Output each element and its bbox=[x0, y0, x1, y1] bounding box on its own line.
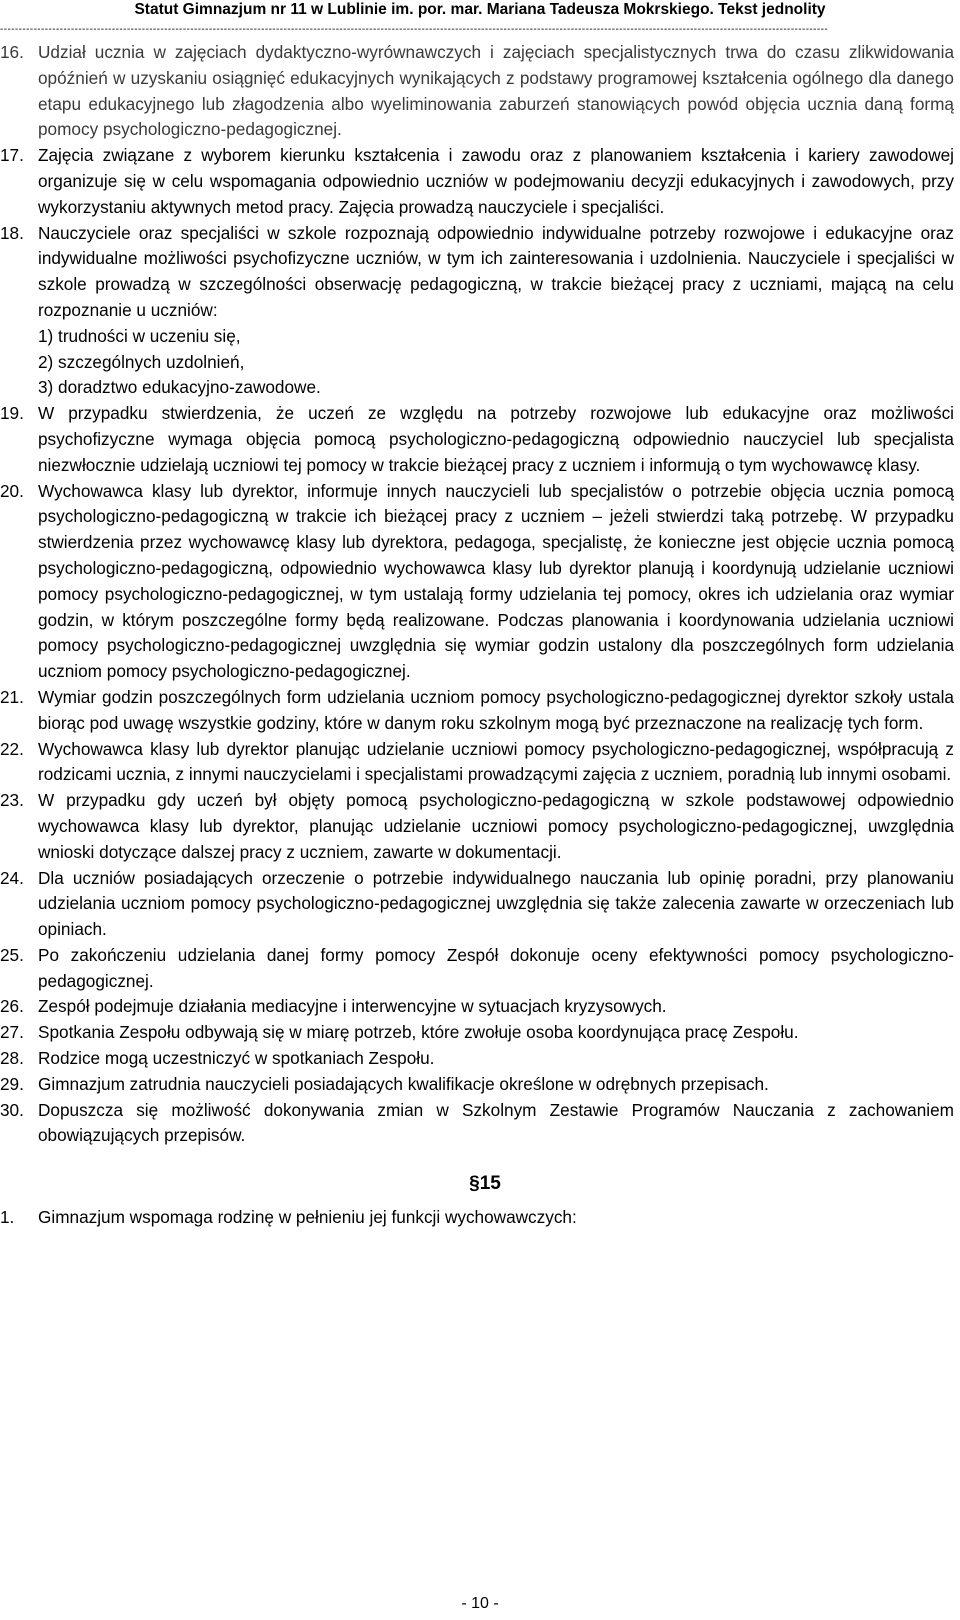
list-item bbox=[0, 40, 954, 143]
item-text: Rodzice mogą uczestniczyć w spotkaniach Zespołu. bbox=[38, 1048, 435, 1069]
item-text: Gimnazjum wspomaga rodzinę w pełnieniu jej funkcji wychowawczych: bbox=[38, 1207, 577, 1228]
list-item bbox=[0, 1205, 954, 1231]
item-text: 1) trudności w uczeniu się, bbox=[38, 325, 241, 346]
page-number: - 10 - bbox=[461, 1595, 499, 1612]
list-item bbox=[0, 1072, 954, 1098]
list-item bbox=[0, 788, 954, 865]
item-text: W przypadku stwierdzenia, że uczeń ze względu na potrzeby rozwojowe lub edukacyjne oraz możliwości psychofizyczne wymaga objęcia pomocą psychologiczno-pedagogiczną odpowiednio nauczyciel lub specjalista niezwłocznie udzielają uczniowi tej pomocy w trakcie bieżącej pracy z uczniem i informują o tym wychowawcę klasy. bbox=[38, 403, 954, 475]
list-item bbox=[0, 943, 954, 995]
item-number: 20. bbox=[0, 480, 24, 501]
item-number: 1. bbox=[0, 1207, 15, 1228]
list-item bbox=[0, 1020, 954, 1046]
item-number: 16. bbox=[0, 42, 24, 62]
item-number: 27. bbox=[0, 1022, 24, 1043]
list-item bbox=[0, 1046, 954, 1072]
item-number: 26. bbox=[0, 996, 24, 1017]
item-text: Zajęcia związane z wyborem kierunku kształcenia i zawodu oraz z planowaniem kształcenia i kariery zawodowej organizuje się w celu wspomagania odpowiednio uczniów w podejmowaniu decyzji edukacyjnych i zawodowych, przy wykorzystaniu aktywnych metod pracy. Zajęcia prowadzą nauczyciele i specjaliści. bbox=[38, 145, 954, 217]
item-text: Zespół podejmuje działania mediacyjne i interwencyjne w sytuacjach kryzysowych. bbox=[38, 996, 667, 1017]
item-text: Dla uczniów posiadających orzeczenie o potrzebie indywidualnego nauczania lub opinię poradni, przy planowaniu udzielania uczniom pomocy psychologiczno-pedagogicznej uwzględnia się także zalecenia zawarte w orzeczeniach lub opiniach. bbox=[38, 867, 954, 940]
item-text: Wychowawca klasy lub dyrektor planując udzielanie uczniowi pomocy psychologiczno-pedagogicznej, współpracują z rodzicami ucznia, z innymi nauczycielami i specjalistami prowadzącymi zajęcia z uczniem, poradnią lub innymi osobami. bbox=[38, 738, 954, 785]
item-text: Wychowawca klasy lub dyrektor, informuje innych nauczycieli lub specjalistów o potrzebie objęcia ucznia pomocą psychologiczno-pedagogiczną w trakcie ich bieżącej pracy z uczniem – jeżeli stwierdzi taką potrzebę. W przypadku stwierdzenia przez wychowawcę klasy lub dyrektora, pedagoga, specjalistę, że konieczne jest objęcie ucznia pomocą psychologiczno-pedagogiczną, odpowiednio wychowawca klasy lub dyrektor planują i koordynują udzielanie uczniowi pomocy psychologiczno-pedagogicznej, w tym ustalają formy udzielania tej pomocy, okres ich udzielania oraz wymiar godzin, w którym poszczególne formy będą realizowane. Podczas planowania i koordynowania udzielania uczniowi pomocy psychologiczno-pedagogicznej uwzględnia się wymiar godzin ustalony dla poszczególnych form udzielania uczniom pomocy psychologiczno-pedagogicznej. bbox=[38, 480, 954, 682]
item-number: 21. bbox=[0, 686, 24, 707]
item-text: Gimnazjum zatrudnia nauczycieli posiadających kwalifikacje określone w odrębnych przepisach. bbox=[38, 1073, 769, 1094]
item-number: 18. bbox=[0, 222, 24, 243]
list-item bbox=[0, 866, 954, 943]
item-number: 25. bbox=[0, 944, 24, 965]
item-number: 28. bbox=[0, 1048, 24, 1069]
list-item bbox=[0, 401, 954, 478]
item-number bbox=[0, 324, 38, 350]
list-item bbox=[0, 994, 954, 1020]
item-number: 22. bbox=[0, 738, 24, 759]
sub-list-item bbox=[0, 350, 954, 376]
item-text: Udział ucznia w zajęciach dydaktyczno-wyrównawczych i zajęciach specjalistycznych trwa do czasu zlikwidowania opóźnień w uzyskaniu osiągnięć edukacyjnych wynikających z podstawy programowej kształcenia ogólnego dla danego etapu edukacyjnego lub złagodzenia albo wyeliminowania zaburzeń stanowiących powód objęcia ucznia daną formą pomocy psychologiczno-pedagogicznej. bbox=[38, 42, 954, 140]
list-item bbox=[0, 1098, 954, 1150]
item-number bbox=[0, 375, 38, 401]
sub-list-item bbox=[0, 375, 954, 401]
header-separator: ------------------------------------------------------------------------------------------------------------------------------------------------------------------------------------------------------------------------------ bbox=[0, 24, 829, 35]
list-item bbox=[0, 685, 954, 737]
document-body bbox=[0, 40, 954, 1231]
item-number: 19. bbox=[0, 403, 24, 424]
item-text: 2) szczególnych uzdolnień, bbox=[38, 351, 245, 372]
item-text: Spotkania Zespołu odbywają się w miarę potrzeb, które zwołuje osoba koordynująca pracę Zespołu. bbox=[38, 1022, 799, 1043]
item-text: 3) doradztwo edukacyjno-zawodowe. bbox=[38, 377, 321, 398]
item-text: Po zakończeniu udzielania danej formy pomocy Zespół dokonuje oceny efektywności pomocy psychologiczno-pedagogicznej. bbox=[38, 944, 954, 991]
section-mark: §15 bbox=[469, 1173, 501, 1195]
item-number: 29. bbox=[0, 1073, 24, 1094]
item-text: Dopuszcza się możliwość dokonywania zmian w Szkolnym Zestawie Programów Nauczania z zachowaniem obowiązujących przepisów. bbox=[38, 1099, 954, 1146]
document-header: Statut Gimnazjum nr 11 w Lublinie im. por. mar. Mariana Tadeusza Mokrskiego. Tekst jednolity bbox=[134, 1, 826, 18]
item-number: 17. bbox=[0, 145, 24, 166]
item-text: W przypadku gdy uczeń był objęty pomocą psychologiczno-pedagogiczną w szkole podstawowej odpowiednio wychowawca klasy lub dyrektor, planując udzielanie uczniowi pomocy psychologiczno-pedagogicznej, uwzględnia wnioski dotyczące dalszej pracy z uczniem, zawarte w dokumentacji. bbox=[38, 790, 954, 862]
list-item bbox=[0, 737, 954, 789]
item-number: 24. bbox=[0, 867, 24, 888]
item-number: 30. bbox=[0, 1099, 24, 1120]
item-text: Wymiar godzin poszczególnych form udzielania uczniom pomocy psychologiczno-pedagogicznej dyrektor szkoły ustala biorąc pod uwagę wszystkie godziny, które w danym roku szkolnym mogą być przeznaczone na realizację tych form. bbox=[38, 686, 954, 733]
list-item bbox=[0, 143, 954, 220]
item-text: Nauczyciele oraz specjaliści w szkole rozpoznają odpowiednio indywidualne potrzeby rozwojowe i edukacyjne oraz indywidualne możliwości psychofizyczne uczniów, w tym ich zainteresowania i uzdolnienia. Nauczyciele i specjaliści w szkole prowadzą w szczególności obserwację pedagogiczną, w trakcie bieżącej pracy z uczniami, mającą na celu rozpoznanie u uczniów: bbox=[38, 222, 954, 320]
item-number: 23. bbox=[0, 790, 24, 811]
list-item bbox=[0, 221, 954, 324]
item-number bbox=[0, 350, 38, 376]
list-item bbox=[0, 479, 954, 685]
sub-list-item bbox=[0, 324, 954, 350]
